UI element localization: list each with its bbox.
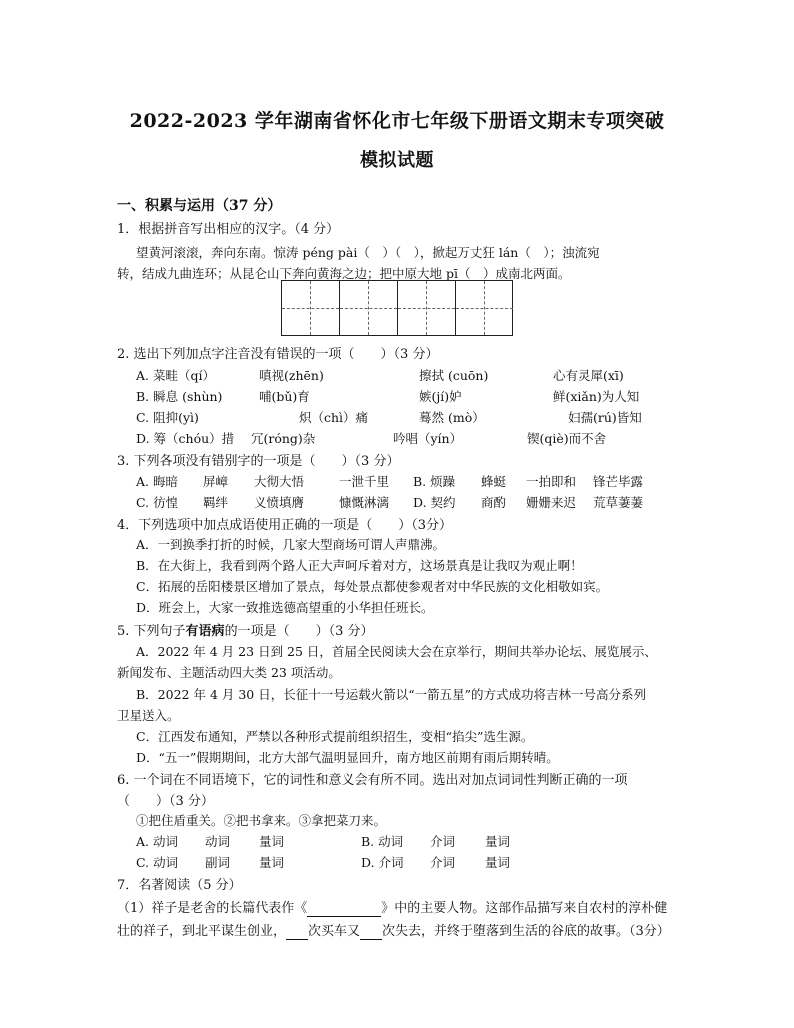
q2-option: 蓦然 (mò） — [419, 410, 485, 425]
q3-option: 慷慨淋漓 — [339, 495, 390, 510]
q3-option: 大彻大悟 — [254, 474, 305, 489]
q7-para-2-pre: 壮的祥子，到北平谋生创业， — [117, 924, 287, 939]
q2-option: 心有灵犀(xī) — [553, 368, 624, 383]
answer-grid[interactable] — [281, 280, 513, 336]
grid-cell[interactable] — [398, 281, 456, 335]
q5-option-a-cont: 新闻发布、主题活动四大类 23 项活动。 — [117, 665, 341, 680]
q3-option: 锋芒毕露 — [593, 474, 644, 489]
exam-subtitle: 模拟试题 — [360, 150, 434, 171]
q1-stem: 1．根据拼音写出相应的汉字。（4 分） — [117, 222, 340, 237]
q6-option: 介词 — [430, 855, 456, 870]
q4-stem: 4．下列选项中加点成语使用正确的一项是（ ）（3分） — [117, 518, 453, 533]
q3-option: 荒草萋萋 — [593, 495, 644, 510]
q6-option: B. 动词 — [361, 834, 404, 849]
q6-option: C. 动词 — [136, 855, 179, 870]
q3-option: 商酌 — [481, 495, 507, 510]
q5-option-b: B．2022 年 4 月 30 日，长征十一号运载火箭以“一箭五星”的方式成功将吉林一号高分系列 — [136, 687, 647, 702]
q2-option: 冗(róng)杂 — [251, 431, 316, 446]
q4-option: D．班会上，大家一致推选德高望重的小华担任班长。 — [136, 600, 434, 615]
q3-option: 蜂蜓 — [481, 474, 507, 489]
q6-option: 量词 — [485, 855, 511, 870]
q4-option: B．在大街上，我看到两个路人正大声呵斥着对方，这场景真是让我叹为观止啊！ — [136, 558, 583, 573]
q2-option: 哺(bǔ)育 — [259, 389, 310, 404]
q2-stem: 2. 选出下列加点字注音没有错误的一项（ ）（3 分） — [117, 347, 439, 362]
q5-stem-post: 的一项是（ ）（3 分） — [224, 624, 374, 639]
count-blank-1[interactable] — [286, 924, 308, 940]
q3-option: 一泄千里 — [339, 474, 390, 489]
q3-option: 一拍即和 — [526, 474, 577, 489]
q1-text-2: 转，结成九曲连环；从昆仑山下奔向黄海之边；把中原大地 pī（ ）成南北两面。 — [117, 266, 571, 281]
q7-para-1-pre: （1）祥子是老舍的长篇代表作《 — [117, 901, 308, 916]
q5-stem — [117, 620, 373, 639]
q7-para-1-post: 》中的主要人物。这部作品描写来自农村的淳朴健 — [381, 901, 668, 916]
q2-option: 鲜(xiǎn)为人知 — [553, 389, 640, 404]
exam-title: 2022-2023 学年湖南省怀化市七年级下册语文期末专项突破 — [129, 110, 665, 132]
q5-option-a: A．2022 年 4 月 23 日到 25 日，首届全民阅读大会在京举行，期间共举办论坛、展览展示、 — [136, 644, 657, 659]
q6-stem: 6. 一个词在不同语境下，它的词性和意义会有所不同。选出对加点词词性判断正确的一项 — [117, 773, 628, 788]
q4-option: C．拓展的岳阳楼景区增加了景点，每处景点都使参观者对中华民族的文化相敬如宾。 — [136, 579, 609, 594]
q3-option: 羁绊 — [203, 495, 229, 510]
q6-option: A. 动词 — [136, 834, 178, 849]
q5-stem-bold: 有语病 — [185, 624, 225, 639]
q6-option: 量词 — [485, 834, 511, 849]
q2-option: C. 阻抑(yì) — [136, 410, 199, 425]
q5-option-b-cont: 卫星送入。 — [117, 708, 180, 723]
q7-para-2 — [117, 920, 670, 940]
q7-para-2-post: 次失去，并终于堕落到生活的谷底的故事。（3分） — [382, 924, 670, 939]
q2-option: A. 菜畦（qí） — [136, 368, 215, 383]
q2-option: 擦拭 (cuōn) — [419, 368, 489, 383]
q5-option-c: C．江西发布通知，严禁以各种形式提前组织招生，变相“掐尖”选生源。 — [136, 729, 534, 744]
q6-sentences: ①把住盾重关。②把书拿来。③拿把菜刀来。 — [136, 813, 387, 828]
q3-option: C. 彷惶 — [136, 495, 179, 510]
q6-option: 介词 — [430, 834, 456, 849]
q3-option: D. 契约 — [413, 495, 456, 510]
q3-option: B. 烦躁 — [413, 474, 456, 489]
q3-option: A. 晦暗 — [136, 474, 178, 489]
q6-option: D. 介词 — [361, 855, 404, 870]
q2-option: 嫉(jí)妒 — [419, 389, 462, 404]
grid-cell[interactable] — [282, 281, 340, 335]
q5-stem-pre: 5. 下列句子 — [117, 624, 186, 639]
book-title-blank[interactable] — [307, 901, 381, 917]
q2-option: 锲(qiè)而不舍 — [527, 431, 607, 446]
q2-option: D. 筹（chóu）措 — [136, 431, 235, 446]
q2-option: B. 瞬息 (shùn) — [136, 389, 223, 404]
q6-option: 量词 — [259, 834, 285, 849]
q1-text-1: 望黄河滚滚，奔向东南。惊涛 péng pài（ ）（ ），掀起万丈狂 lán（ ）；浊流宛 — [136, 245, 600, 260]
q2-option: 嗔视(zhēn) — [259, 368, 324, 383]
q2-option: 吟唱（yín） — [393, 431, 463, 446]
q7-para-2-mid: 次买车又 — [308, 924, 361, 939]
q3-option: 姗姗来迟 — [526, 495, 577, 510]
q4-option: A．一到换季打折的时候，几家大型商场可谓人声鼎沸。 — [136, 537, 446, 552]
q5-option-d: D．“五一”假期期间，北方大部气温明显回升，南方地区前期有雨后期转晴。 — [136, 750, 559, 765]
q6-option: 动词 — [205, 834, 231, 849]
q3-option: 屏嶂 — [203, 474, 229, 489]
q2-option: 妇孺(rú)皆知 — [568, 410, 642, 425]
grid-cell[interactable] — [340, 281, 398, 335]
count-blank-2[interactable] — [360, 924, 382, 940]
q6-option: 副词 — [205, 855, 231, 870]
q2-option: 炽（chì）痛 — [299, 410, 369, 425]
q6-stem-cont: （ ）（3 分） — [117, 794, 214, 809]
q3-stem: 3. 下列各项没有错别字的一项是（ ）（3 分） — [117, 454, 400, 469]
section-heading: 一、积累与运用（37 分） — [117, 198, 282, 214]
q3-option: 义愤填膺 — [254, 495, 305, 510]
q7-stem: 7．名著阅读（5 分） — [117, 878, 242, 893]
grid-cell[interactable] — [456, 281, 512, 335]
q7-para-1 — [117, 897, 667, 917]
q6-option: 量词 — [259, 855, 285, 870]
